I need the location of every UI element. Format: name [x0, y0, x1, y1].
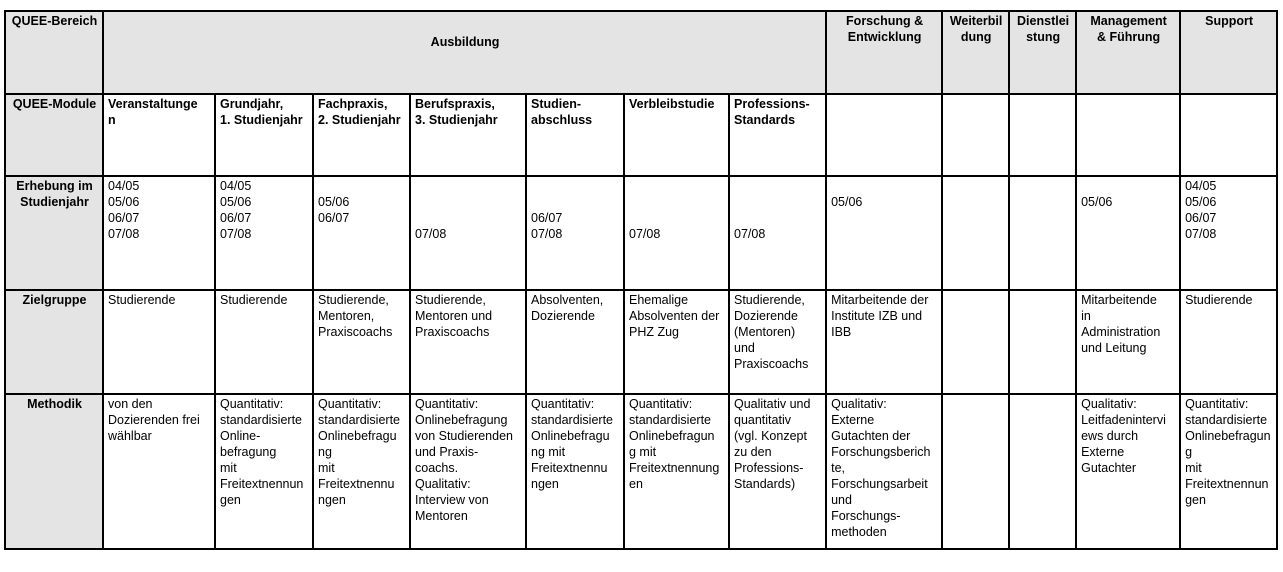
methodik-cell: von den Dozierenden frei wählbar — [103, 394, 215, 549]
zielgruppe-cell: Mitarbeitende in Administration und Leitung — [1076, 290, 1180, 394]
methodik-cell — [942, 394, 1009, 549]
zielgruppe-cell — [942, 290, 1009, 394]
row-label-methodik: Methodik — [5, 394, 103, 549]
area-header-row — [5, 11, 1277, 94]
module-cell: Studien- abschluss — [526, 94, 624, 176]
empty-cell — [942, 94, 1009, 176]
zielgruppe-row — [5, 290, 1277, 394]
methodik-cell: Qualitativ und quantitativ (vgl. Konzept zu den Professions- Standards) — [729, 394, 826, 549]
erhebung-cell — [942, 176, 1009, 290]
methodik-cell: Quantitativ: standardisierte Onlinebefragu ng mit Freitextnennu ngen — [526, 394, 624, 549]
erhebung-cell — [1009, 176, 1076, 290]
module-cell: Veranstaltunge n — [103, 94, 215, 176]
zielgruppe-cell: Absolventen, Dozierende — [526, 290, 624, 394]
module-cell: Fachpraxis, 2. Studienjahr — [313, 94, 410, 176]
area-dienstleistung: Dienstlei stung — [1009, 11, 1076, 94]
empty-cell — [1009, 94, 1076, 176]
zielgruppe-cell: Studierende — [215, 290, 313, 394]
erhebung-cell: 07/08 — [624, 176, 729, 290]
methodik-cell: Quantitativ: standardisierte Onlinebefragu ng mit Freitextnennu ngen — [313, 394, 410, 549]
row-label-erhebung: Erhebung im Studienjahr — [5, 176, 103, 290]
zielgruppe-cell: Ehemalige Absolventen der PHZ Zug — [624, 290, 729, 394]
erhebung-cell: 05/06 06/07 — [313, 176, 410, 290]
erhebung-cell: 07/08 — [729, 176, 826, 290]
erhebung-cell: 04/05 05/06 06/07 07/08 — [215, 176, 313, 290]
area-weiterbildung: Weiterbil dung — [942, 11, 1009, 94]
module-cell: Grundjahr, 1. Studienjahr — [215, 94, 313, 176]
module-cell: Berufspraxis, 3. Studienjahr — [410, 94, 526, 176]
module-cell: Professions- Standards — [729, 94, 826, 176]
empty-cell — [826, 94, 942, 176]
zielgruppe-cell: Studierende — [1180, 290, 1277, 394]
module-row — [5, 94, 1277, 176]
methodik-cell: Quantitativ: Onlinebefragung von Studierenden und Praxis- coachs. Qualitativ: Interview von Mentoren — [410, 394, 526, 549]
area-management: Management & Führung — [1076, 11, 1180, 94]
erhebung-cell: 04/05 05/06 06/07 07/08 — [103, 176, 215, 290]
zielgruppe-cell: Studierende, Mentoren, Praxiscoachs — [313, 290, 410, 394]
empty-cell — [1180, 94, 1277, 176]
methodik-cell: Qualitativ: Leitfadenintervi ews durch Externe Gutachter — [1076, 394, 1180, 549]
quee-bereich-label: QUEE-Bereich — [5, 11, 103, 94]
methodik-cell: Quantitativ: standardisierte Online- befragung mit Freitextnennun gen — [215, 394, 313, 549]
erhebung-cell: 07/08 — [410, 176, 526, 290]
zielgruppe-cell — [1009, 290, 1076, 394]
erhebung-cell: 04/05 05/06 06/07 07/08 — [1180, 176, 1277, 290]
methodik-cell: Quantitativ: standardisierte Onlinebefragun g mit Freitextnennun gen — [1180, 394, 1277, 549]
methodik-cell: Qualitativ: Externe Gutachten der Forschungsberich te, Forschungsarbeit und Forschungs- methoden — [826, 394, 942, 549]
methodik-cell — [1009, 394, 1076, 549]
methodik-row — [5, 394, 1277, 549]
erhebung-cell: 05/06 — [1076, 176, 1180, 290]
erhebung-row — [5, 176, 1277, 290]
quee-table — [4, 10, 1278, 550]
row-label-module: QUEE-Module — [5, 94, 103, 176]
area-forschung: Forschung & Entwicklung — [826, 11, 942, 94]
zielgruppe-cell: Studierende, Dozierende (Mentoren) und Praxiscoachs — [729, 290, 826, 394]
zielgruppe-cell: Studierende — [103, 290, 215, 394]
erhebung-cell: 06/07 07/08 — [526, 176, 624, 290]
area-support: Support — [1180, 11, 1277, 94]
row-label-zielgruppe: Zielgruppe — [5, 290, 103, 394]
zielgruppe-cell: Mitarbeitende der Institute IZB und IBB — [826, 290, 942, 394]
area-ausbildung: Ausbildung — [103, 11, 826, 94]
erhebung-cell: 05/06 — [826, 176, 942, 290]
module-cell: Verbleibstudie — [624, 94, 729, 176]
empty-cell — [1076, 94, 1180, 176]
zielgruppe-cell: Studierende, Mentoren und Praxiscoachs — [410, 290, 526, 394]
methodik-cell: Quantitativ: standardisierte Onlinebefragun g mit Freitextnennung en — [624, 394, 729, 549]
